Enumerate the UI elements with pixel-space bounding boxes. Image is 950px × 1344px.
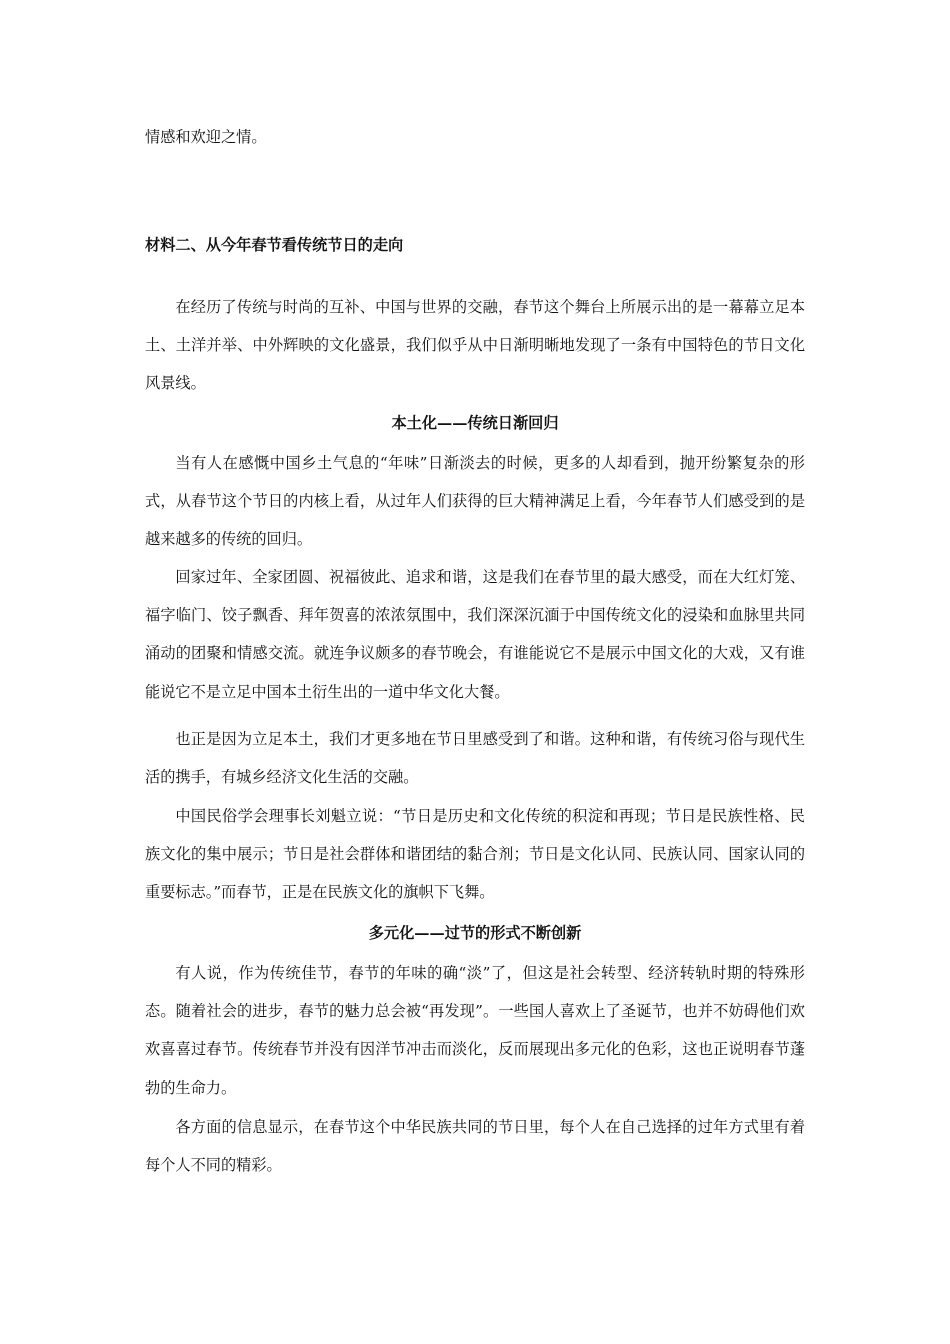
section1-paragraph-2: 回家过年、全家团圆、祝福彼此、追求和谐，这是我们在春节里的最大感受，而在大红灯笼、福字临门、饺子飘香、拜年贺喜的浓浓氛围中，我们深深沉湎于中国传统文化的浸染和血脉里共同涌动的团聚和情感交流。就连争议颇多的春节晚会，有谁能说它不是展示中国文化的大戏，又有谁能说它不是立足中国本土衍生出的一道中华文化大餐。 bbox=[145, 568, 805, 701]
section-heading-localization: 本土化——传统日渐回归 bbox=[391, 414, 559, 432]
section1-paragraph-1: 当有人在感慨中国乡土气息的“年味”日渐淡去的时候，更多的人却看到，抛开纷繁复杂的形式，从春节这个节日的内核上看，从过年人们获得的巨大精神满足上看，今年春节人们感受到的是越来越多的传统的回归。 bbox=[145, 454, 805, 549]
section1-paragraph-3: 也正是因为立足本土，我们才更多地在节日里感受到了和谐。这种和谐，有传统习俗与现代生活的携手，有城乡经济文化生活的交融。 bbox=[145, 730, 805, 787]
continuation-text: 情感和欢迎之情。 bbox=[145, 128, 267, 146]
material-title: 材料二、从今年春节看传统节日的走向 bbox=[145, 236, 404, 254]
section2-paragraph-2: 各方面的信息显示，在春节这个中华民族共同的节日里，每个人在自己选择的过年方式里有着每个人不同的精彩。 bbox=[145, 1118, 805, 1175]
section-heading-diversification: 多元化——过节的形式不断创新 bbox=[368, 924, 582, 942]
section1-paragraph-4: 中国民俗学会理事长刘魁立说：“节日是历史和文化传统的积淀和再现；节日是民族性格、民族文化的集中展示；节日是社会群体和谐团结的黏合剂；节日是文化认同、民族认同、国家认同的重要标志。”而春节，正是在民族文化的旗帜下飞舞。 bbox=[145, 807, 805, 902]
section2-paragraph-1: 有人说，作为传统佳节，春节的年味的确“淡”了，但这是社会转型、经济转轨时期的特殊形态。随着社会的进步，春节的魅力总会被“再发现”。一些国人喜欢上了圣诞节，也并不妨碍他们欢欢喜喜过春节。传统春节并没有因洋节冲击而淡化，反而展现出多元化的色彩，这也正说明春节蓬勃的生命力。 bbox=[145, 964, 805, 1097]
intro-paragraph: 在经历了传统与时尚的互补、中国与世界的交融，春节这个舞台上所展示出的是一幕幕立足本土、土洋并举、中外辉映的文化盛景，我们似乎从中日渐明晰地发现了一条有中国特色的节日文化风景线。 bbox=[145, 298, 805, 393]
